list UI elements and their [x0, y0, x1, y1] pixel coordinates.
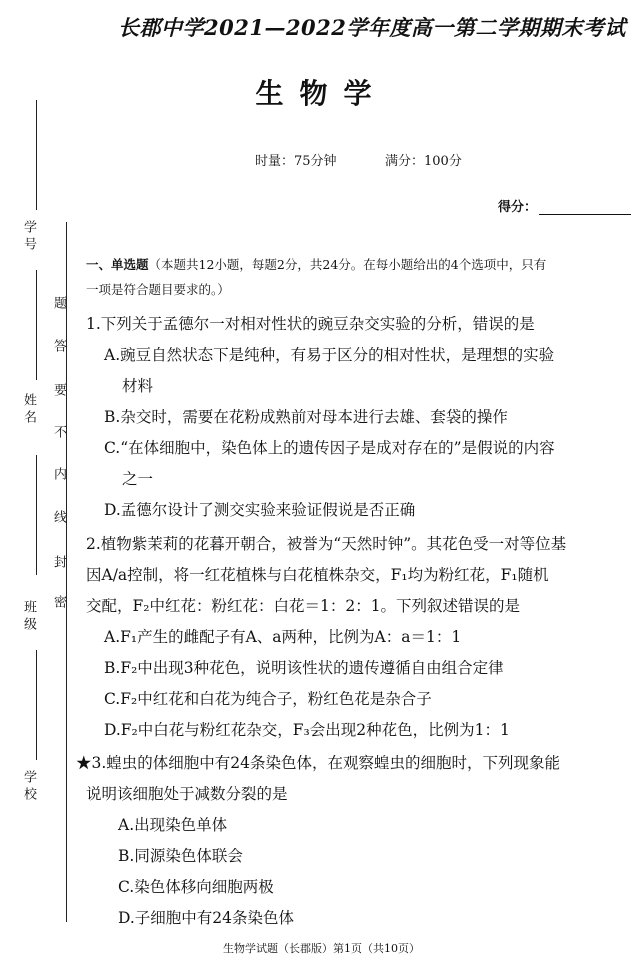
- question-2-option-b: B.F₂中出现3种花色，说明该性状的遗传遵循自由组合定律: [104, 659, 504, 677]
- question-2-stem-cont: 因A/a控制，将一红花植株与白花植株杂交，F₁均为粉红花，F₁随机: [86, 566, 549, 584]
- question-1-option-c: C.“在体细胞中，染色体上的遗传因子是成对存在的”是假说的内容: [104, 439, 555, 457]
- section-title: 一、单选题: [86, 257, 149, 272]
- time-limit: 时量：75分钟: [255, 154, 337, 169]
- id-blank-line: [36, 100, 37, 210]
- question-2-option-c: C.F₂中红花和白花为纯合子，粉红色花是杂合子: [104, 690, 432, 708]
- full-score: 满分：100分: [385, 154, 462, 169]
- question-2-option-a: A.F₁产生的雌配子有A、a两种，比例为A：a＝1：1: [104, 628, 462, 646]
- name-label: 姓 名: [21, 393, 36, 424]
- seal-char: 密: [51, 595, 66, 608]
- question-2-stem: 2.植物紫茉莉的花暮开朝合，被誉为“天然时钟”。其花色受一对等位基: [86, 535, 567, 553]
- exam-banner: 长郡中学2021—2022学年度高一第二学期期末考试: [118, 15, 626, 40]
- score-blank: [539, 202, 631, 215]
- question-2-option-d: D.F₂中白花与粉红花杂交，F₃会出现2种花色，比例为1：1: [104, 721, 510, 739]
- class-blank-line: [36, 455, 37, 575]
- question-3-option-a: A.出现染色单体: [118, 816, 228, 834]
- binding-rule: [66, 222, 67, 922]
- question-1-stem: 1.下列关于孟德尔一对相对性状的豌豆杂交实验的分析，错误的是: [86, 315, 535, 333]
- subject-title: 生物学: [255, 77, 388, 110]
- school-label: 学 校: [21, 770, 36, 801]
- page-footer: 生物学试题（长郡版）第1页（共10页）: [223, 942, 420, 955]
- id-label: 学 号: [21, 220, 36, 251]
- score-field: [498, 196, 631, 215]
- seal-char: 答: [51, 339, 66, 352]
- seal-char: 不: [51, 425, 66, 438]
- score-label: 得分：: [498, 200, 538, 215]
- question-3-option-c: C.染色体移向细胞两极: [118, 878, 274, 896]
- question-1-option-a: A.豌豆自然状态下是纯种，有易于区分的相对性状，是理想的实验: [104, 346, 555, 364]
- seal-char: 要: [51, 383, 66, 396]
- class-label: 班 级: [21, 600, 36, 631]
- question-3-stem: ★3.蝗虫的体细胞中有24条染色体，在观察蝗虫的细胞时，下列现象能: [76, 754, 561, 772]
- seal-char: 内: [51, 467, 66, 480]
- question-3-option-d: D.子细胞中有24条染色体: [118, 909, 295, 927]
- section-intro-line: （本题共12小题，每题2分，共24分。在每小题给出的4个选项中，只有: [148, 257, 547, 272]
- question-1-option-a-cont: 材料: [122, 377, 154, 395]
- question-2-stem-cont: 交配，F₂中红花：粉红花：白花＝1：2：1。下列叙述错误的是: [86, 597, 521, 615]
- question-3-stem-cont: 说明该细胞处于减数分裂的是: [86, 785, 288, 803]
- question-3-option-b: B.同源染色体联会: [118, 847, 243, 865]
- section-intro-line: 一项是符合题目要求的。）: [86, 282, 230, 297]
- question-1-option-c-cont: 之一: [122, 470, 154, 488]
- question-1-option-d: D.孟德尔设计了测交实验来验证假说是否正确: [104, 501, 416, 519]
- name-blank-line: [36, 270, 37, 380]
- section-intro: [86, 252, 632, 302]
- seal-char: 线: [51, 510, 66, 523]
- question-1-option-b: B.杂交时，需要在花粉成熟前对母本进行去雄、套袋的操作: [104, 408, 508, 426]
- seal-char: 题: [51, 296, 66, 309]
- seal-char: 封: [51, 555, 66, 568]
- school-blank-line: [36, 650, 37, 760]
